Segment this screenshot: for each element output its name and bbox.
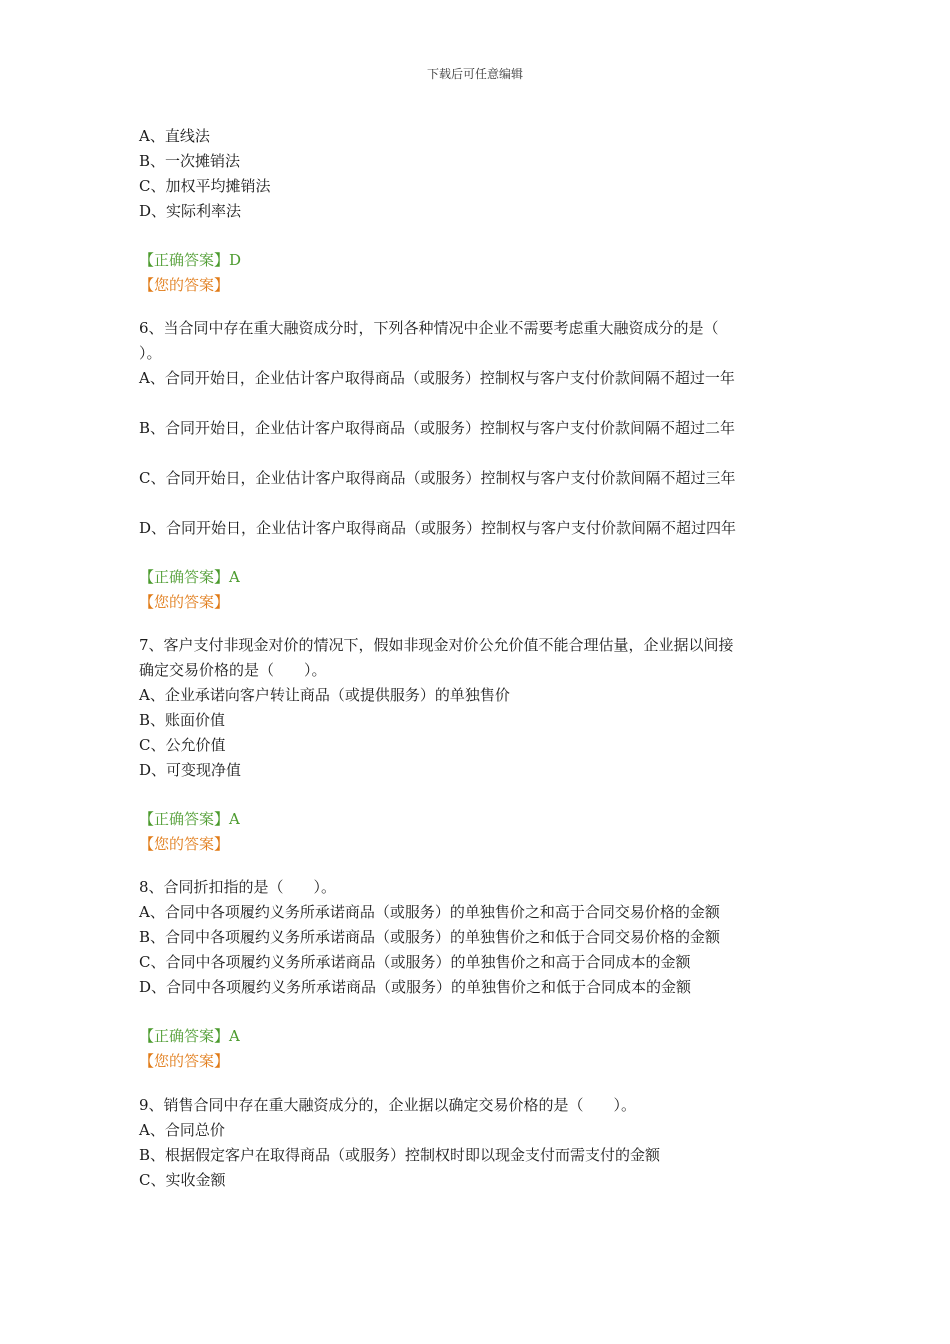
q8-your-answer: 【您的答案】 [139, 1052, 230, 1070]
q7-option-a: A、企业承诺向客户转让商品（或提供服务）的单独售价 [139, 686, 510, 704]
q5-correct-answer: 【正确答案】D [139, 251, 242, 269]
q5-option-b: B、一次摊销法 [139, 152, 241, 170]
q6-option-d: D、合同开始日，企业估计客户取得商品（或服务）控制权与客户支付价款间隔不超过四年 [139, 519, 737, 537]
q8-stem: 8、合同折扣指的是（ ）。 [139, 878, 337, 896]
q9-option-c: C、实收金额 [139, 1171, 226, 1189]
q9-option-a: A、合同总价 [139, 1121, 225, 1139]
q7-stem-line-2: 确定交易价格的是（ ）。 [139, 661, 327, 679]
page-header: 下载后可任意编辑 [426, 67, 523, 81]
q6-correct-answer: 【正确答案】A [139, 568, 240, 586]
q7-correct-answer: 【正确答案】A [139, 810, 240, 828]
q7-stem-line-1: 7、客户支付非现金对价的情况下，假如非现金对价公允价值不能合理估量，企业据以间接 [139, 636, 734, 654]
q7-option-c: C、公允价值 [139, 736, 226, 754]
q5-option-c: C、加权平均摊销法 [139, 177, 271, 195]
q9-stem: 9、销售合同中存在重大融资成分的，企业据以确定交易价格的是（ ）。 [139, 1096, 637, 1114]
q7-option-b: B、账面价值 [139, 711, 226, 729]
q6-option-c: C、合同开始日，企业估计客户取得商品（或服务）控制权与客户支付价款间隔不超过三年 [139, 469, 736, 487]
q7-your-answer: 【您的答案】 [139, 835, 230, 853]
q6-stem-line-2: ）。 [139, 344, 162, 362]
q6-your-answer: 【您的答案】 [139, 593, 230, 611]
q5-your-answer: 【您的答案】 [139, 276, 230, 294]
q7-option-d: D、可变现净值 [139, 761, 242, 779]
q6-option-b: B、合同开始日，企业估计客户取得商品（或服务）控制权与客户支付价款间隔不超过二年 [139, 419, 736, 437]
q8-option-b: B、合同中各项履约义务所承诺商品（或服务）的单独售价之和低于合同交易价格的金额 [139, 928, 721, 946]
q9-option-b: B、根据假定客户在取得商品（或服务）控制权时即以现金支付而需支付的金额 [139, 1146, 661, 1164]
q5-option-a: A、直线法 [139, 127, 210, 145]
q5-option-d: D、实际利率法 [139, 202, 242, 220]
q8-option-d: D、合同中各项履约义务所承诺商品（或服务）的单独售价之和低于合同成本的金额 [139, 978, 692, 996]
q8-option-c: C、合同中各项履约义务所承诺商品（或服务）的单独售价之和高于合同成本的金额 [139, 953, 691, 971]
q8-option-a: A、合同中各项履约义务所承诺商品（或服务）的单独售价之和高于合同交易价格的金额 [139, 903, 720, 921]
q6-stem-line-1: 6、当合同中存在重大融资成分时，下列各种情况中企业不需要考虑重大融资成分的是（ [139, 319, 719, 337]
q8-correct-answer: 【正确答案】A [139, 1027, 240, 1045]
q6-option-a: A、合同开始日，企业估计客户取得商品（或服务）控制权与客户支付价款间隔不超过一年 [139, 369, 735, 387]
